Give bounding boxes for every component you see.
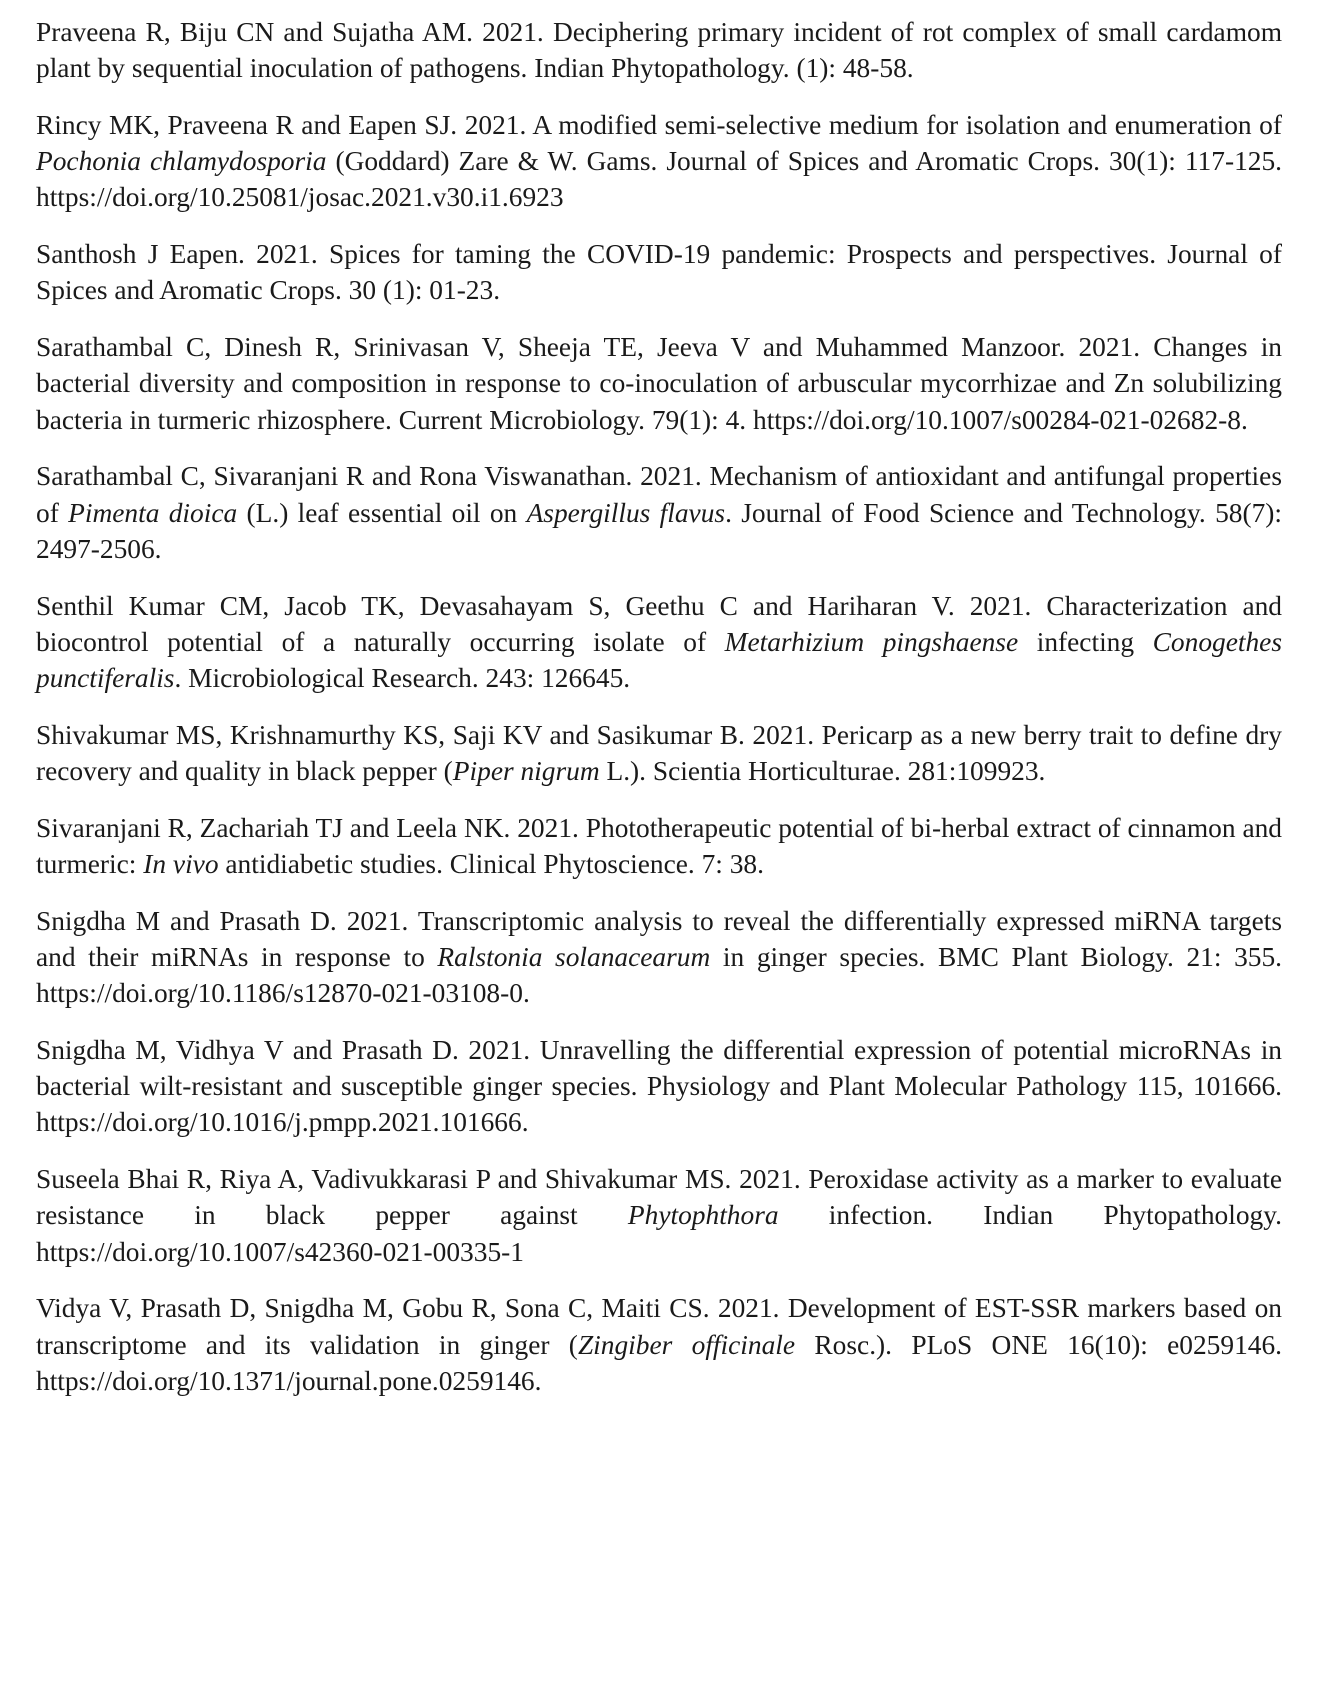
reference-text: Suseela Bhai R, Riya A, Vadivukkarasi P and Shivakumar MS. 2021. Peroxidase activity as a marker to evaluate resistance in black pepper against (36, 1164, 1282, 1231)
italic-species-name: Phytophthora (627, 1200, 779, 1231)
italic-species-name: Ralstonia solanacearum (437, 942, 711, 973)
reference-entry (36, 810, 1282, 882)
reference-text: Snigdha M and Prasath D. 2021. Transcriptomic analysis to reveal the differentially expressed miRNA targets and their miRNAs in response to (36, 905, 1282, 973)
reference-text: Vidya V, Prasath D, Snigdha M, Gobu R, Sona C, Maiti CS. 2021. Development of EST-SSR markers based on transcriptome and its validation in ginger ( (36, 1293, 1282, 1360)
reference-entry (36, 107, 1282, 216)
italic-species-name: Metarhizium pingshaense (724, 626, 1019, 657)
reference-text: . Journal of Food Science and Technology. 58(7): 2497-2506. (36, 497, 1283, 564)
reference-text: Sivaranjani R, Zachariah TJ and Leela NK. 2021. Phototherapeutic potential of bi-herbal extract of cinnamon and turmeric: (36, 812, 1282, 880)
italic-species-name: Pochonia chlamydosporia (36, 146, 327, 177)
reference-entry (36, 14, 1282, 86)
reference-entry (36, 1290, 1282, 1399)
reference-text: L.). Scientia Horticulturae. 281:109923. (599, 756, 1046, 787)
reference-text: Snigdha M, Vidhya V and Prasath D. 2021. Unravelling the differential expression of potential microRNAs in bacterial wilt-resistant and susceptible ginger species. Physiology and Plant Molecular Pathology 115, 101666. https://doi.org/10.1016/j.pmpp.2021.101666. (36, 1035, 1282, 1138)
reference-text: (Goddard) Zare & W. Gams. Journal of Spices and Aromatic Crops. 30(1): 117-125. https://doi.org/10.25081/josac.2021.v30.i1.6923 (36, 146, 1282, 213)
italic-species-name: Conogethes punctiferalis (36, 626, 1282, 694)
reference-text: antidiabetic studies. Clinical Phytoscience. 7: 38. (218, 849, 764, 880)
italic-species-name: Piper nigrum (452, 756, 600, 787)
reference-text: infecting (1018, 626, 1153, 657)
reference-text: (L.) leaf essential oil on (237, 497, 527, 528)
reference-text: Rosc.). PLoS ONE 16(10): e0259146. https://doi.org/10.1371/journal.pone.0259146. (36, 1329, 1283, 1396)
italic-species-name: Pimenta dioica (68, 497, 238, 528)
reference-entry (36, 717, 1282, 789)
reference-text: Sarathambal C, Sivaranjani R and Rona Viswanathan. 2021. Mechanism of antioxidant and antifungal properties of (36, 461, 1282, 528)
reference-entry (36, 1161, 1282, 1270)
reference-text: Shivakumar MS, Krishnamurthy KS, Saji KV and Sasikumar B. 2021. Pericarp as a new berry trait to define dry recovery and quality in black pepper ( (36, 719, 1282, 787)
reference-text: Rincy MK, Praveena R and Eapen SJ. 2021. A modified semi-selective medium for isolation and enumeration of (36, 110, 1282, 140)
reference-list (36, 14, 1282, 1420)
italic-species-name: In vivo (143, 849, 219, 880)
reference-text: in ginger species. BMC Plant Biology. 21: 355. https://doi.org/10.1186/s12870-021-03108-0. (36, 942, 1283, 1009)
reference-entry (36, 588, 1282, 697)
reference-entry (36, 903, 1282, 1012)
reference-text: infection. Indian Phytopathology. https://doi.org/10.1007/s42360-021-00335-1 (36, 1200, 1283, 1267)
reference-entry (36, 236, 1282, 308)
reference-text: Praveena R, Biju CN and Sujatha AM. 2021. Deciphering primary incident of rot complex of small cardamom plant by sequential inoculation of pathogens. Indian Phytopathology. (1): 48-58. (36, 17, 1282, 84)
reference-text: Santhosh J Eapen. 2021. Spices for taming the COVID-19 pandemic: Prospects and perspectives. Journal of Spices and Aromatic Crops. 30 (1): 01-23. (36, 239, 1282, 306)
reference-text: Sarathambal C, Dinesh R, Srinivasan V, Sheeja TE, Jeeva V and Muhammed Manzoor. 2021. Changes in bacterial diversity and composition in response to co-inoculation of arbuscular mycorrhizae and Zn solubilizing bacteria in turmeric rhizosphere. Current Microbiology. 79(1): 4. https://doi.org/10.1007/s00284-021-02682-8. (36, 332, 1282, 435)
reference-entry (36, 1032, 1282, 1141)
reference-text: . Microbiological Research. 243: 126645. (174, 663, 631, 694)
italic-species-name: Aspergillus flavus (526, 497, 726, 528)
reference-entry (36, 458, 1282, 567)
reference-entry (36, 329, 1282, 438)
reference-text: Senthil Kumar CM, Jacob TK, Devasahayam S, Geethu C and Hariharan V. 2021. Characterization and biocontrol potential of a naturally occurring isolate of (36, 590, 1282, 657)
italic-species-name: Zingiber officinale (577, 1329, 796, 1360)
